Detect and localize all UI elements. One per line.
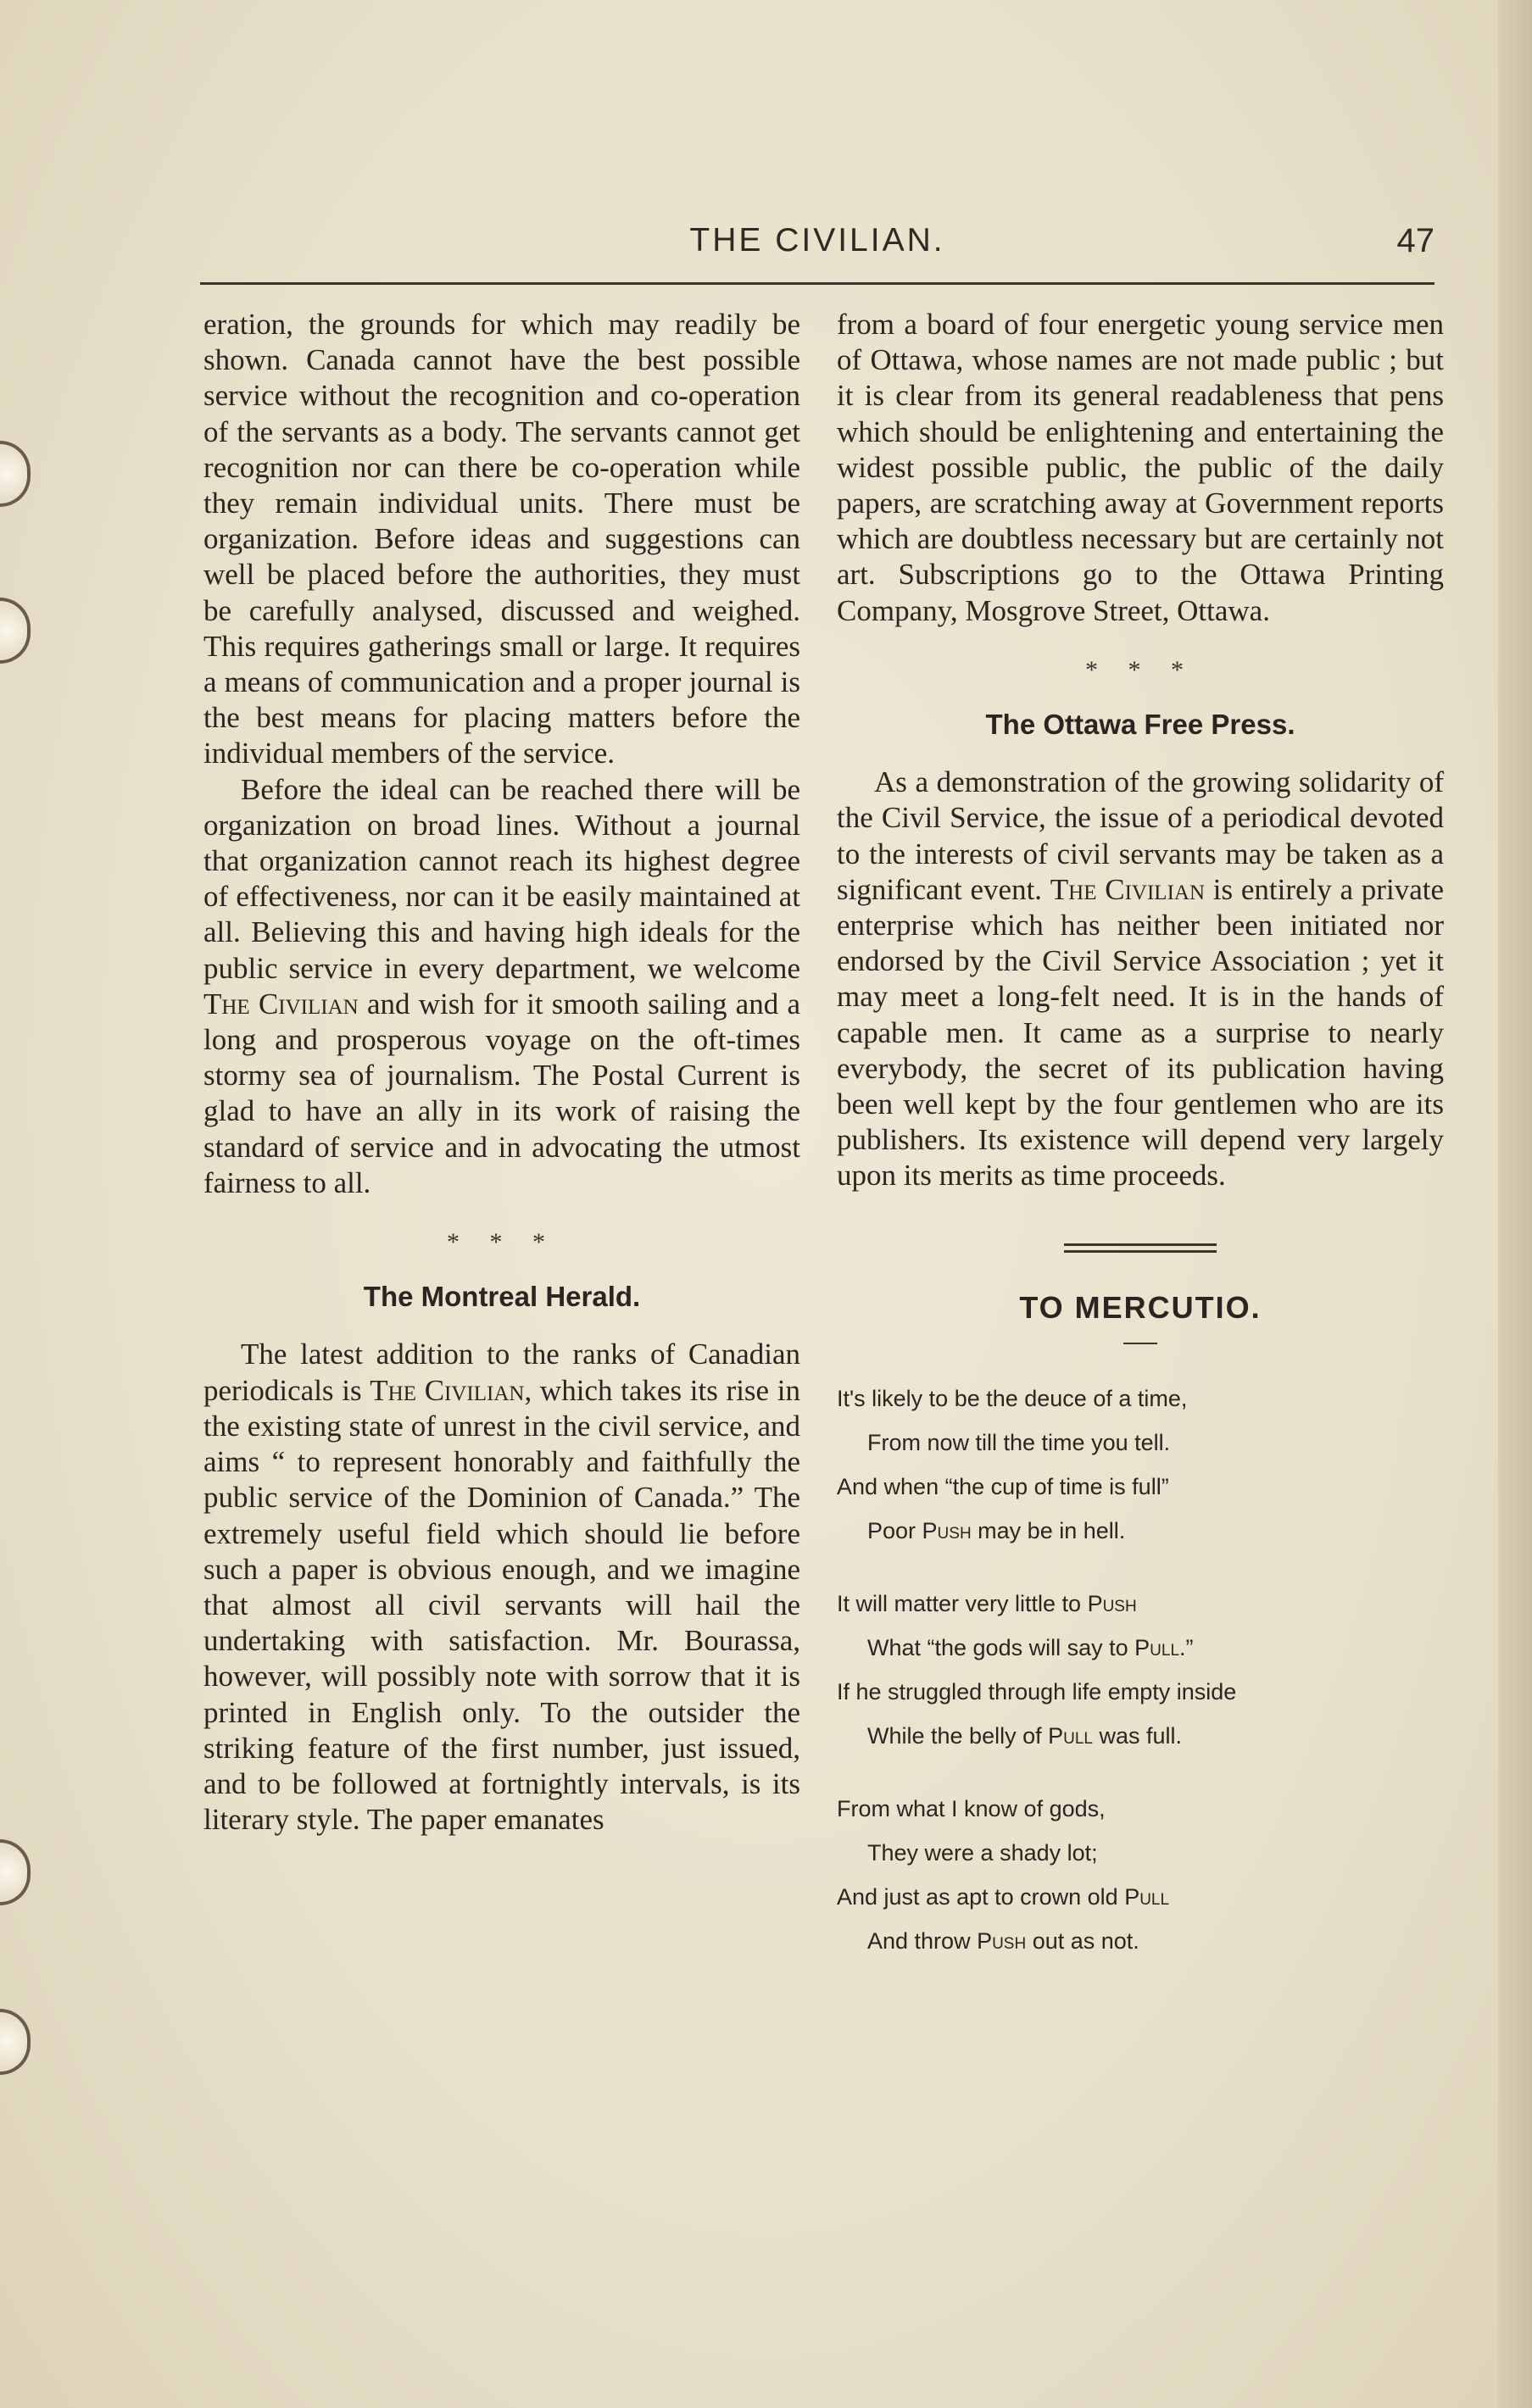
binding-hole <box>0 598 31 664</box>
double-rule-divider <box>1064 1243 1217 1253</box>
section-title-montreal-herald: The Montreal Herald. <box>363 1281 641 1313</box>
poem-line: And when “the cup of time is full” <box>837 1473 1169 1499</box>
left-column <box>203 307 800 1838</box>
poem-line: It's likely to be the deuce of a time, <box>837 1385 1188 1411</box>
poem-line: From now till the time you tell. <box>867 1429 1171 1455</box>
poem-line: And throw Push out as not. <box>867 1927 1139 1954</box>
paragraph: The latest addition to the ranks of Canadian periodicals is The Civilian, which takes its rise in the existing state of unrest in the civil service, and aims “ to represent honorably and faithfully the public service of the Dominion of Canada.” The extremely useful field which should lie before such a paper is obvious enough, and we imagine that almost all civil servants will hail the undertaking with satisfaction. Mr. Bourassa, however, will possibly note with sorrow that it is printed in English only. To the outsider the striking feature of the first number, just issued, and to be followed at fortnightly intervals, is its literary style. The paper emanates <box>203 1337 800 1837</box>
poem-rule <box>1123 1343 1157 1344</box>
page-edge <box>1498 0 1532 2408</box>
paragraph: As a demonstration of the growing solidarity of the Civil Service, the issue of a periodical devoted to the interests of civil servants may be taken as a significant event. The Civilian is entirely a private enterprise which has neither been initiated nor endorsed by the Civil Service Association ; yet it may meet a long-felt need. It is in the hands of capable men. It came as a surprise to nearly everybody, the secret of its publication having been well kept by the four gentlemen who are its publishers. Its existence will depend very largely upon its merits as time proceeds. <box>837 765 1444 1193</box>
poem-line: If he struggled through life empty inside <box>837 1678 1237 1705</box>
right-column <box>837 307 1444 1992</box>
journal-name: The Civilian <box>370 1373 525 1407</box>
header-rule <box>200 282 1435 285</box>
poem-stanza <box>837 1582 1444 1758</box>
binding-hole <box>0 2009 31 2075</box>
paragraph: from a board of four energetic young service men of Ottawa, whose names are not made public ; but it is clear from its general readableness that pens which should be enlightening and entertaining the widest possible public, the public of the daily papers, are scratching away at Government reports which are doubtless necessary but are certainly not art. Subscriptions go to the Ottawa Printing Company, Mosgrove Street, Ottawa. <box>837 308 1444 627</box>
section-title-ottawa-free-press: The Ottawa Free Press. <box>985 709 1295 741</box>
section-divider-stars: * * * <box>1085 655 1195 684</box>
journal-name: The Civilian <box>203 987 359 1020</box>
poem-title: TO MERCUTIO. <box>1019 1289 1262 1325</box>
section-divider-stars: * * * <box>447 1228 557 1257</box>
poem-stanza <box>837 1787 1444 1963</box>
poem-line: It will matter very little to Push <box>837 1590 1137 1616</box>
journal-name: The Civilian <box>1050 872 1206 906</box>
page-number: 47 <box>1396 222 1435 259</box>
running-head <box>200 222 1435 273</box>
poem-line: And just as apt to crown old Pull <box>837 1883 1170 1910</box>
poem-line: What “the gods will say to Pull.” <box>867 1634 1194 1660</box>
binding-hole <box>0 441 31 507</box>
poem-line: Poor Push may be in hell. <box>867 1517 1126 1543</box>
paragraph: eration, the grounds for which may readily be shown. Canada cannot have the best possible service without the recognition and co-operation of the servants as a body. The servants cannot get recognition nor can there be co-operation while they remain individual units. There must be organization. Before ideas and suggestions can well be placed before the authorities, they must be carefully analysed, discussed and weighed. This requires gatherings small or large. It requires a means of communication and a proper journal is the best means for placing matters before the individual members of the service. <box>203 308 800 770</box>
poem-line: From what I know of gods, <box>837 1795 1106 1821</box>
poem-stanza <box>837 1376 1444 1553</box>
poem-line: While the belly of Pull was full. <box>867 1722 1183 1749</box>
journal-title: THE CIVILIAN. <box>689 222 945 259</box>
binding-hole <box>0 1839 31 1905</box>
paragraph: Before the ideal can be reached there will be organization on broad lines. Without a journal that organization cannot reach its highest degree of effectiveness, nor can it be easily maintained at all. Believing this and having high ideals for the public service in every department, we welcome The Civilian and wish for it smooth sailing and a long and prosperous voyage on the oft-times stormy sea of journalism. The Postal Current is glad to have an ally in its work of raising the standard of service and in advocating the utmost fairness to all. <box>203 772 800 1199</box>
poem-line: They were a shady lot; <box>867 1839 1098 1866</box>
